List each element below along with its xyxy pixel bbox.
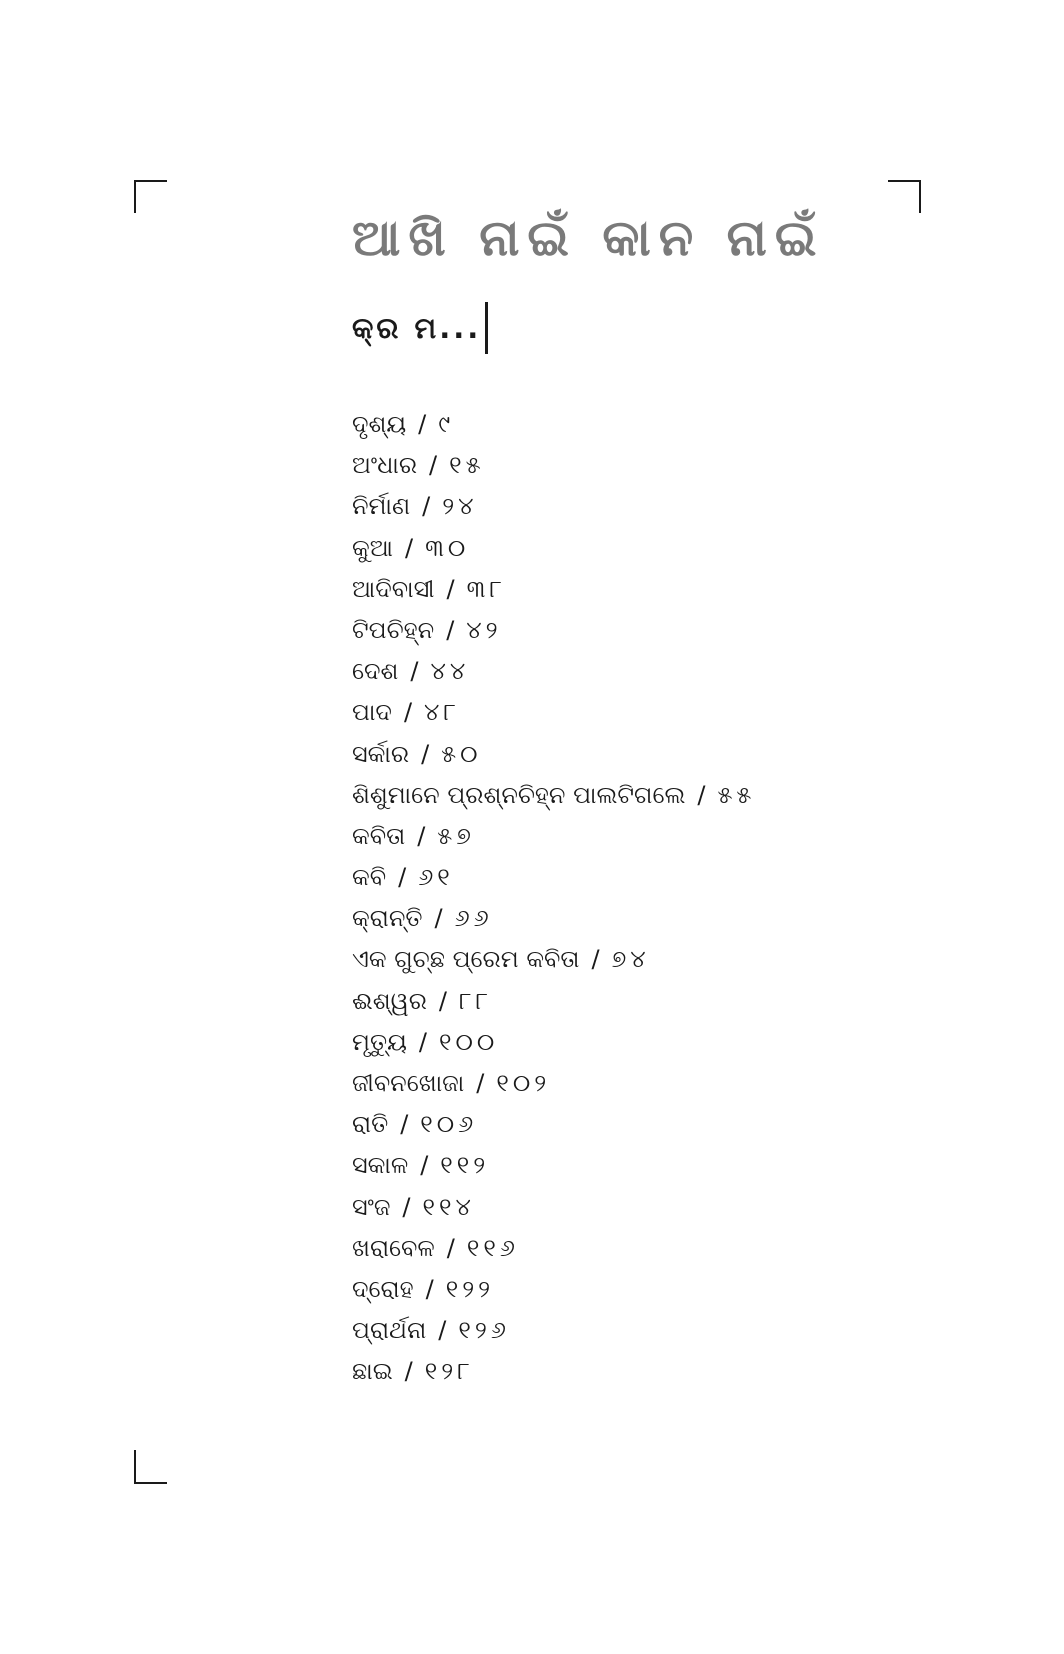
toc-entry-title: ରାତି [352, 1110, 389, 1139]
crop-mark-bottom-left-vertical [134, 1450, 136, 1484]
crop-mark-top-right [888, 180, 921, 182]
toc-entry-title: ପାଦ [352, 698, 392, 727]
crop-mark-top-left-vertical [134, 180, 136, 213]
toc-entry-page-number: ୪୪ [430, 657, 470, 686]
toc-entry [352, 1022, 912, 1063]
toc-entry-page-number: ୧୨୮ [424, 1357, 474, 1386]
toc-entry [352, 569, 912, 610]
toc-entry-title: ଜୀବନଖୋଜା [352, 1069, 465, 1097]
toc-entry-page-number: ୧୦୨ [496, 1069, 551, 1097]
toc-entry-page-number: ୧୦୦ [438, 1027, 499, 1056]
toc-entry [352, 651, 912, 692]
crop-mark-top-right-vertical [919, 180, 921, 213]
toc-entry [352, 692, 912, 733]
toc-entry-page-number: ୪୨ [466, 615, 502, 644]
toc-entry-separator: / [418, 1027, 427, 1056]
toc-entry-page-number: ୧୫ [449, 451, 485, 480]
toc-entry-separator: / [438, 1316, 447, 1345]
toc-entry [352, 1228, 912, 1269]
toc-entry-title: ସର୍କାର [352, 739, 410, 768]
toc-entry-page-number: ୫୭ [437, 821, 475, 850]
toc-entry-separator: / [476, 1069, 485, 1097]
toc-entry-separator: / [446, 1233, 455, 1262]
toc-entry-separator: / [425, 1274, 434, 1303]
toc-entry-title: କବିତା [352, 821, 406, 850]
toc-entry [352, 1187, 912, 1228]
toc-entry-page-number: ୬୬ [454, 904, 493, 933]
toc-entry-separator: / [434, 904, 443, 933]
toc-entry-separator: / [438, 986, 447, 1015]
toc-entry-title: ଟିପଚିହ୍ନ [352, 615, 435, 644]
toc-entry-title: ଆଦିବାସୀ [352, 574, 435, 603]
toc-entry [352, 1269, 912, 1310]
toc-entry-separator: / [398, 863, 407, 892]
toc-entry-separator: / [404, 1357, 413, 1386]
toc-entry-page-number: ୫୦ [441, 739, 482, 768]
toc-entry-separator: / [404, 533, 414, 562]
contents-heading-rule [485, 302, 488, 354]
toc-entry [352, 1310, 912, 1351]
toc-entry-separator: / [410, 657, 419, 686]
toc-entry-separator: / [429, 451, 438, 480]
toc-entry-page-number: ୧୧୬ [466, 1233, 519, 1262]
toc-entry-separator: / [421, 739, 430, 768]
toc-entry [352, 981, 912, 1022]
table-of-contents [352, 404, 912, 1393]
toc-entry [352, 404, 912, 445]
toc-entry [352, 486, 912, 527]
book-title: ଆଖି ନାଇଁ କାନ ନାଇଁ [352, 209, 825, 267]
toc-entry-page-number: ୩୦ [425, 533, 470, 562]
toc-entry-title: ଏକ ଗୁଚ୍ଛ ପ୍ରେମ କବିତା [352, 945, 580, 974]
toc-entry-page-number: ୬୧ [418, 863, 454, 892]
toc-entry-page-number: ୧୦୬ [420, 1110, 478, 1139]
toc-entry-separator: / [402, 1192, 411, 1221]
toc-entry-title: ଦେଶ [352, 657, 399, 686]
toc-entry-title: ଛାଇ [352, 1357, 393, 1386]
contents-heading-text: କ୍ର ମ... [352, 310, 482, 345]
toc-entry [352, 1104, 912, 1145]
toc-entry-page-number: ୫୫ [717, 780, 756, 809]
toc-entry-separator: / [446, 574, 455, 603]
toc-entry-page-number: ୩୮ [466, 574, 506, 603]
toc-entry-title: ଅଂଧାର [352, 451, 418, 480]
toc-entry [352, 898, 912, 939]
toc-entry-title: ମୃତ୍ୟୁ [352, 1027, 407, 1056]
toc-entry-title: ଈଶ୍ୱର [352, 986, 427, 1015]
crop-mark-top-left [134, 180, 167, 182]
toc-entry-title: କୁଆ [352, 533, 393, 562]
toc-entry-separator: / [446, 615, 455, 644]
toc-entry [352, 610, 912, 651]
toc-entry-page-number: ୧୧୪ [422, 1192, 475, 1221]
toc-entry-title: ପ୍ରାର୍ଥନା [352, 1316, 427, 1345]
toc-entry [352, 1145, 912, 1186]
toc-entry [352, 1351, 912, 1392]
toc-entry-title: କବି [352, 863, 387, 892]
toc-entry-title: କ୍ରାନ୍ତି [352, 904, 423, 933]
toc-entry-page-number: ୮୮ [458, 986, 493, 1015]
crop-mark-bottom-left [134, 1482, 167, 1484]
toc-entry [352, 1063, 912, 1104]
toc-entry-separator: / [591, 945, 600, 974]
toc-entry-page-number: ୭୪ [611, 945, 650, 974]
toc-entry-separator: / [417, 821, 426, 850]
toc-entry-separator: / [418, 410, 427, 438]
toc-entry-page-number: ୧୧୨ [440, 1151, 490, 1180]
toc-entry-title: ସକାଳ [352, 1151, 409, 1180]
toc-entry-separator: / [403, 698, 413, 727]
toc-entry-title: ସଂଜ [352, 1192, 391, 1221]
toc-entry [352, 734, 912, 775]
toc-entry-title: ଖରାବେଳ [352, 1233, 435, 1262]
toc-entry-separator: / [400, 1110, 409, 1139]
contents-heading [352, 302, 488, 354]
toc-entry [352, 775, 912, 816]
toc-entry [352, 445, 912, 486]
toc-entry [352, 816, 912, 857]
toc-entry-page-number: ୧୨୬ [458, 1316, 510, 1345]
toc-entry-title: ନିର୍ମାଣ [352, 492, 411, 521]
toc-entry-page-number: ୯ [438, 410, 455, 438]
toc-entry [352, 857, 912, 898]
toc-entry-page-number: ୪୮ [424, 698, 460, 727]
toc-entry-separator: / [420, 1151, 429, 1180]
toc-entry-page-number: ୧୨୨ [445, 1274, 495, 1303]
toc-entry [352, 939, 912, 980]
toc-entry-separator: / [697, 780, 706, 809]
toc-entry-separator: / [422, 492, 431, 521]
toc-entry-title: ଦ୍ରୋହ [352, 1274, 414, 1303]
toc-entry-page-number: ୨୪ [442, 492, 478, 521]
toc-entry-title: ଦୃଶ୍ୟ [352, 410, 407, 438]
toc-entry-title: ଶିଶୁମାନେ ପ୍ରଶ୍ନଚିହ୍ନ ପାଲଟିଗଲେ [352, 780, 686, 809]
toc-entry [352, 528, 912, 569]
